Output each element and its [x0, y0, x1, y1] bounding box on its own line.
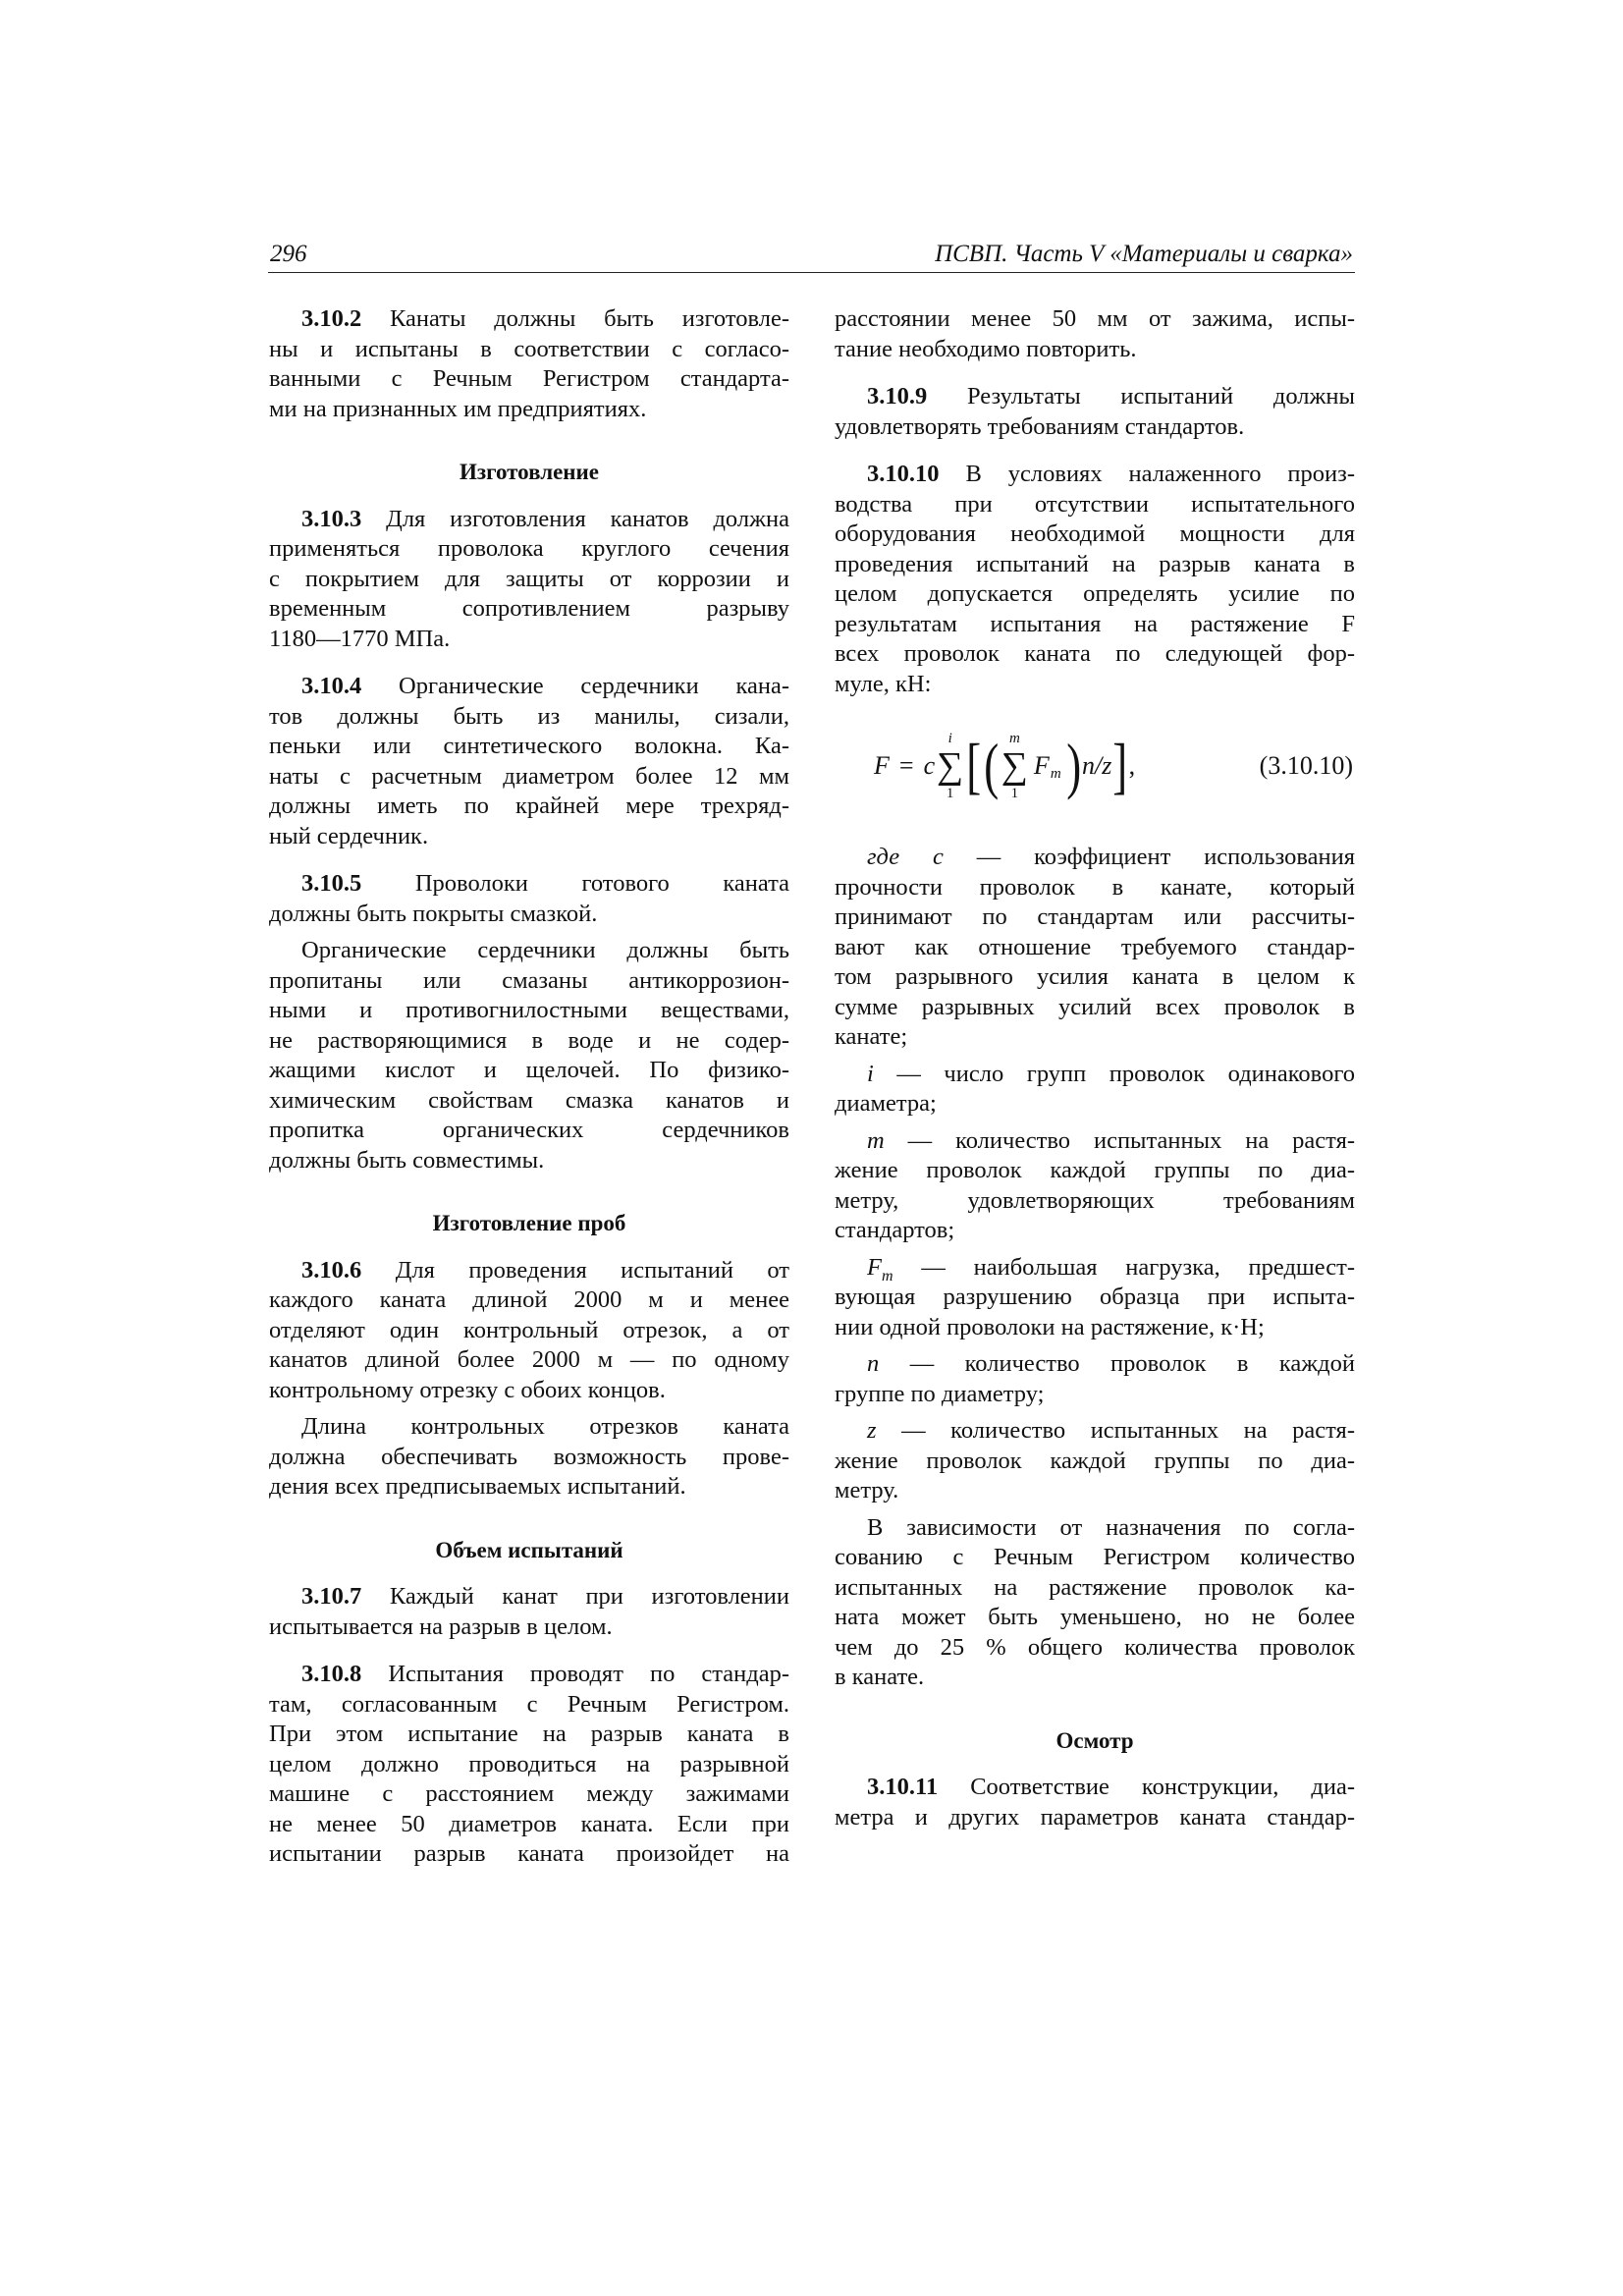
formula-3-10-10	[835, 707, 1355, 825]
line-text: — число групп проволок одинакового	[896, 1060, 1356, 1087]
text-line	[835, 933, 1355, 963]
line-text: ными и противогнилостными веществами,	[269, 997, 789, 1023]
line-text: чем до 25 % общего количества проволок	[835, 1633, 1355, 1661]
line-text: химическим свойствам смазка канатов и	[269, 1086, 789, 1114]
text-line	[269, 395, 789, 425]
text-line	[269, 1412, 789, 1443]
text-line	[269, 1086, 789, 1117]
line-text: — наибольшая нагрузка, предшест-	[921, 1253, 1355, 1281]
text-line	[269, 1146, 789, 1176]
clause-number: 3.10.6	[301, 1256, 362, 1284]
clause-paragraph	[269, 304, 789, 424]
line-text: жащими кислот и щелочей. По физико-	[269, 1057, 789, 1083]
text-line	[269, 1613, 789, 1643]
line-text: целом должно проводиться на разрывной	[269, 1750, 789, 1777]
line-text: Для изготовления канатов должна	[386, 505, 790, 532]
line-text: Испытания проводят по стандар-	[388, 1661, 790, 1687]
sum-inner	[1001, 731, 1028, 801]
text-line	[269, 966, 789, 997]
inner-upper-limit: m	[1008, 731, 1020, 746]
text-line	[269, 364, 789, 395]
text-line	[835, 1543, 1355, 1573]
text-line	[835, 1313, 1355, 1343]
section-heading: Осмотр	[1055, 1727, 1134, 1753]
text-line	[269, 1376, 789, 1406]
line-text: должны быть совместимы.	[269, 1146, 545, 1174]
text-line	[269, 1256, 789, 1286]
line-text: диаметра;	[835, 1090, 937, 1117]
line-text: удовлетворять требованиям стандартов.	[835, 412, 1245, 440]
clause-paragraph	[269, 1660, 789, 1870]
formula-lhs: F	[874, 751, 890, 780]
text-line	[835, 1416, 1355, 1447]
line-text: результатам испытания на растяжение F	[835, 610, 1355, 637]
line-text: метру, удовлетворяющих требованиям	[835, 1186, 1355, 1214]
text-line	[835, 550, 1355, 580]
clause-paragraph	[269, 869, 789, 929]
inner-lower-limit: 1	[1010, 786, 1019, 801]
text-line	[835, 1603, 1355, 1633]
text-line	[269, 822, 789, 852]
line-text: сованию с Речным Регистром количество	[835, 1544, 1355, 1570]
clause-paragraph	[835, 1773, 1355, 1832]
variable-name: m	[867, 1126, 885, 1154]
formula-tail: n/z	[1081, 751, 1112, 780]
sum-sign-outer: ∑	[937, 745, 964, 787]
line-text: канатов длиной более 2000 м — по одному	[269, 1346, 789, 1373]
text-line	[269, 1116, 789, 1146]
page-number: 296	[270, 241, 307, 267]
clause-number: 3.10.11	[867, 1774, 939, 1800]
line-text: канате;	[835, 1023, 908, 1050]
line-text: испытании разрыв каната произойдет на	[269, 1840, 789, 1867]
line-text: группе по диаметру;	[835, 1380, 1045, 1407]
formula-term-subscript: m	[1050, 765, 1061, 782]
text-line	[835, 1773, 1355, 1803]
text-line	[835, 1349, 1355, 1380]
formula-equals: =	[898, 751, 914, 780]
text-line	[269, 505, 789, 535]
text-line	[835, 1513, 1355, 1544]
line-text: проведения испытаний на разрыв каната в	[835, 550, 1355, 577]
formula-coef: c	[923, 751, 936, 780]
text-line	[269, 1690, 789, 1721]
line-text: прочности проволок в канате, который	[835, 873, 1355, 901]
paragraph	[269, 1412, 789, 1503]
variable-name: $F_m$	[867, 1253, 893, 1285]
text-line	[835, 579, 1355, 610]
line-text: пропитаны или смазаны антикоррозион-	[269, 966, 789, 994]
text-line	[269, 1316, 789, 1346]
line-text: Для проведения испытаний от	[395, 1256, 789, 1284]
line-text: с покрытием для защиты от коррозии и	[269, 565, 789, 592]
formula-number: (3.10.10)	[1259, 751, 1353, 780]
formula-comma: ,	[1128, 751, 1136, 780]
text-line	[269, 1839, 789, 1870]
variable-name: n	[867, 1350, 880, 1377]
line-text: муле, кН:	[835, 670, 932, 697]
line-text: в канате.	[835, 1664, 925, 1690]
text-line	[835, 1476, 1355, 1506]
paragraph	[835, 1060, 1355, 1120]
line-text: ми на признанных им предприятиях.	[269, 395, 647, 422]
line-text: Канаты должны быть изготовле-	[390, 305, 789, 332]
clause-number: 3.10.8	[301, 1661, 362, 1687]
outer-lower-limit: 1	[946, 786, 954, 801]
line-text: 1180—1770 МПа.	[269, 625, 451, 652]
text-line	[835, 670, 1355, 700]
text-line	[835, 1283, 1355, 1313]
text-line	[835, 519, 1355, 550]
text-line	[835, 1380, 1355, 1410]
text-line	[835, 1447, 1355, 1477]
right-paren: )	[1065, 731, 1081, 800]
line-text: вующая разрушению образца при испыта-	[835, 1284, 1355, 1310]
text-line	[269, 900, 789, 930]
line-text: ный сердечник.	[269, 822, 429, 849]
right-column	[835, 304, 1355, 1832]
text-line	[835, 902, 1355, 933]
text-line	[269, 732, 789, 762]
text-line	[269, 996, 789, 1026]
outer-upper-limit: i	[947, 731, 952, 746]
line-text: контрольному отрезку с обоих концов.	[269, 1376, 666, 1403]
sum-outer	[937, 731, 963, 801]
text-line	[269, 1345, 789, 1376]
line-text: принимают по стандартам или рассчиты-	[835, 903, 1355, 930]
line-text: испытанных на растяжение проволок ка-	[835, 1573, 1355, 1601]
clause-paragraph	[269, 672, 789, 851]
line-text: не растворяющимися в воде и не содер-	[269, 1026, 789, 1054]
line-text: Соответствие конструкции, диа-	[970, 1774, 1356, 1800]
text-line	[835, 873, 1355, 903]
right-bracket: ]	[1112, 731, 1128, 800]
line-text: ны и испытаны в соответствии с согласо-	[269, 335, 789, 362]
text-line	[835, 1216, 1355, 1246]
clause-number: 3.10.7	[301, 1583, 362, 1610]
text-line	[835, 610, 1355, 640]
paragraph	[269, 936, 789, 1175]
clause-paragraph	[269, 1582, 789, 1642]
line-text: не менее 50 диаметров каната. Если при	[269, 1810, 789, 1837]
line-text: наты с расчетным диаметром более 12 мм	[269, 762, 789, 790]
text-line	[835, 1022, 1355, 1053]
section-heading: Объем испытаний	[435, 1537, 623, 1562]
line-text: При этом испытание на разрыв каната в	[269, 1721, 789, 1747]
section-heading: Изготовление	[459, 460, 600, 484]
text-line	[269, 672, 789, 702]
text-line	[269, 1660, 789, 1690]
line-text: оборудования необходимой мощности для	[835, 520, 1355, 547]
clause-number: 3.10.5	[301, 870, 362, 897]
clause-paragraph	[269, 505, 789, 655]
sum-sign-inner: ∑	[1001, 745, 1028, 787]
text-line	[835, 1663, 1355, 1693]
text-line	[835, 1803, 1355, 1833]
text-line	[269, 1285, 789, 1316]
paragraph	[835, 1253, 1355, 1343]
left-bracket: [	[966, 731, 982, 800]
line-text: должны иметь по крайней мере трехряд-	[269, 793, 789, 819]
paragraph	[835, 304, 1355, 364]
text-line	[835, 639, 1355, 670]
text-line	[269, 1750, 789, 1780]
line-text: В условиях налаженного произ-	[965, 461, 1355, 487]
text-line	[269, 792, 789, 822]
line-text: тание необходимо повторить.	[835, 335, 1137, 362]
text-line	[269, 335, 789, 365]
formula-expression	[835, 731, 1135, 801]
text-line	[835, 843, 1355, 873]
text-line	[269, 702, 789, 733]
line-text: временным сопротивлением разрыву	[269, 595, 789, 622]
text-line	[269, 304, 789, 335]
line-text: ванными с Речным Регистром стандарта-	[269, 365, 789, 392]
line-text: В зависимости от назначения по согла-	[867, 1513, 1355, 1541]
text-line	[269, 1779, 789, 1810]
text-line	[835, 382, 1355, 412]
line-text: дения всех предписываемых испытаний.	[269, 1473, 686, 1500]
clause-paragraph	[835, 382, 1355, 442]
line-text: Каждый канат при изготовлении	[389, 1583, 790, 1610]
line-text: метру.	[835, 1477, 899, 1503]
line-text: там, согласованным с Речным Регистром.	[269, 1690, 789, 1718]
clause-paragraph	[835, 460, 1355, 699]
clause-number: 3.10.2	[301, 305, 362, 332]
clause-paragraph	[269, 1256, 789, 1406]
text-line	[835, 1156, 1355, 1186]
text-line	[835, 1186, 1355, 1217]
text-line	[835, 1633, 1355, 1664]
text-line	[269, 1056, 789, 1086]
text-line	[835, 962, 1355, 993]
clause-number: 3.10.3	[301, 505, 362, 532]
line-text: машине с расстоянием между зажимами	[269, 1780, 789, 1807]
line-text: ната может быть уменьшено, но не более	[835, 1604, 1355, 1630]
line-text: жение проволок каждой группы по диа-	[835, 1447, 1355, 1474]
paragraph	[835, 843, 1355, 1053]
line-text: Органические сердечники кана-	[399, 673, 789, 699]
text-line	[269, 1582, 789, 1613]
paragraph	[835, 1126, 1355, 1246]
running-header	[268, 241, 1355, 270]
line-text: Проволоки готового каната	[414, 870, 789, 897]
line-text: отделяют один контрольный отрезок, а от	[269, 1316, 789, 1343]
line-text: стандартов;	[835, 1217, 955, 1243]
line-text: — количество проволок в каждой	[909, 1350, 1355, 1377]
clause-number: 3.10.9	[867, 383, 928, 410]
line-text: должны быть покрыты смазкой.	[269, 900, 598, 927]
line-text: всех проволок каната по следующей фор-	[835, 640, 1355, 667]
line-text: тов должны быть из манилы, сизали,	[269, 702, 789, 730]
text-line	[269, 1810, 789, 1840]
text-line	[269, 594, 789, 625]
line-text: пропитка органических сердечников	[269, 1117, 789, 1143]
text-line	[835, 1060, 1355, 1090]
text-line	[269, 1720, 789, 1750]
line-text: вают как отношение требуемого стандар-	[835, 933, 1355, 960]
line-text: — коэффициент использования	[976, 844, 1356, 870]
clause-number: 3.10.10	[867, 461, 940, 487]
text-line	[269, 625, 789, 655]
text-line	[835, 993, 1355, 1023]
line-text: водства при отсутствии испытательного	[835, 490, 1355, 518]
line-text: том разрывного усилия каната в целом к	[835, 963, 1355, 990]
section-heading: Изготовление проб	[432, 1211, 626, 1235]
text-line	[835, 1573, 1355, 1604]
text-line	[835, 335, 1355, 365]
running-title: ПСВП. Часть V «Материалы и сварка»	[935, 241, 1353, 267]
paragraph	[835, 1349, 1355, 1409]
paragraph	[835, 1416, 1355, 1506]
text-line	[835, 490, 1355, 520]
text-line	[269, 1026, 789, 1057]
variable-name: где c	[867, 844, 944, 870]
text-line	[269, 869, 789, 900]
line-text: каждого каната длиной 2000 м и менее	[269, 1286, 789, 1313]
line-text: метра и других параметров каната стандар-	[835, 1803, 1355, 1831]
text-line	[269, 1443, 789, 1473]
line-text: Результаты испытаний должны	[966, 383, 1355, 410]
line-text: пеньки или синтетического волокна. Ка-	[269, 733, 789, 759]
text-line	[835, 1089, 1355, 1120]
line-text: — количество испытанных на растя-	[901, 1417, 1355, 1444]
line-text: Длина контрольных отрезков каната	[301, 1413, 789, 1440]
line-text: расстоянии менее 50 мм от зажима, испы-	[835, 305, 1355, 332]
line-text: Органические сердечники должны быть	[301, 937, 789, 963]
text-line	[835, 412, 1355, 443]
line-text: целом допускается определять усилие по	[835, 580, 1355, 607]
text-line	[835, 1126, 1355, 1157]
paragraph	[835, 1513, 1355, 1693]
line-text: — количество испытанных на растя-	[907, 1126, 1355, 1154]
text-line	[835, 460, 1355, 490]
line-text: сумме разрывных усилий всех проволок в	[835, 993, 1355, 1020]
left-paren: (	[983, 731, 999, 800]
variable-name: z	[867, 1417, 877, 1444]
text-line	[269, 936, 789, 966]
line-text: испытывается на разрыв в целом.	[269, 1613, 613, 1640]
text-line	[269, 534, 789, 565]
text-line	[269, 1472, 789, 1503]
left-column	[269, 304, 789, 1870]
variable-name: i	[867, 1060, 874, 1087]
text-line	[835, 1253, 1355, 1284]
line-text: жение проволок каждой группы по диа-	[835, 1157, 1355, 1183]
clause-number: 3.10.4	[301, 673, 362, 699]
text-line	[269, 762, 789, 793]
text-line	[835, 304, 1355, 335]
header-rule	[268, 272, 1355, 273]
formula-term: F	[1033, 751, 1050, 780]
line-text: применяться проволока круглого сечения	[269, 535, 789, 562]
line-text: нии одной проволоки на растяжение, к·Н;	[835, 1313, 1265, 1340]
line-text: должна обеспечивать возможность прове-	[269, 1443, 789, 1470]
text-line	[269, 565, 789, 595]
